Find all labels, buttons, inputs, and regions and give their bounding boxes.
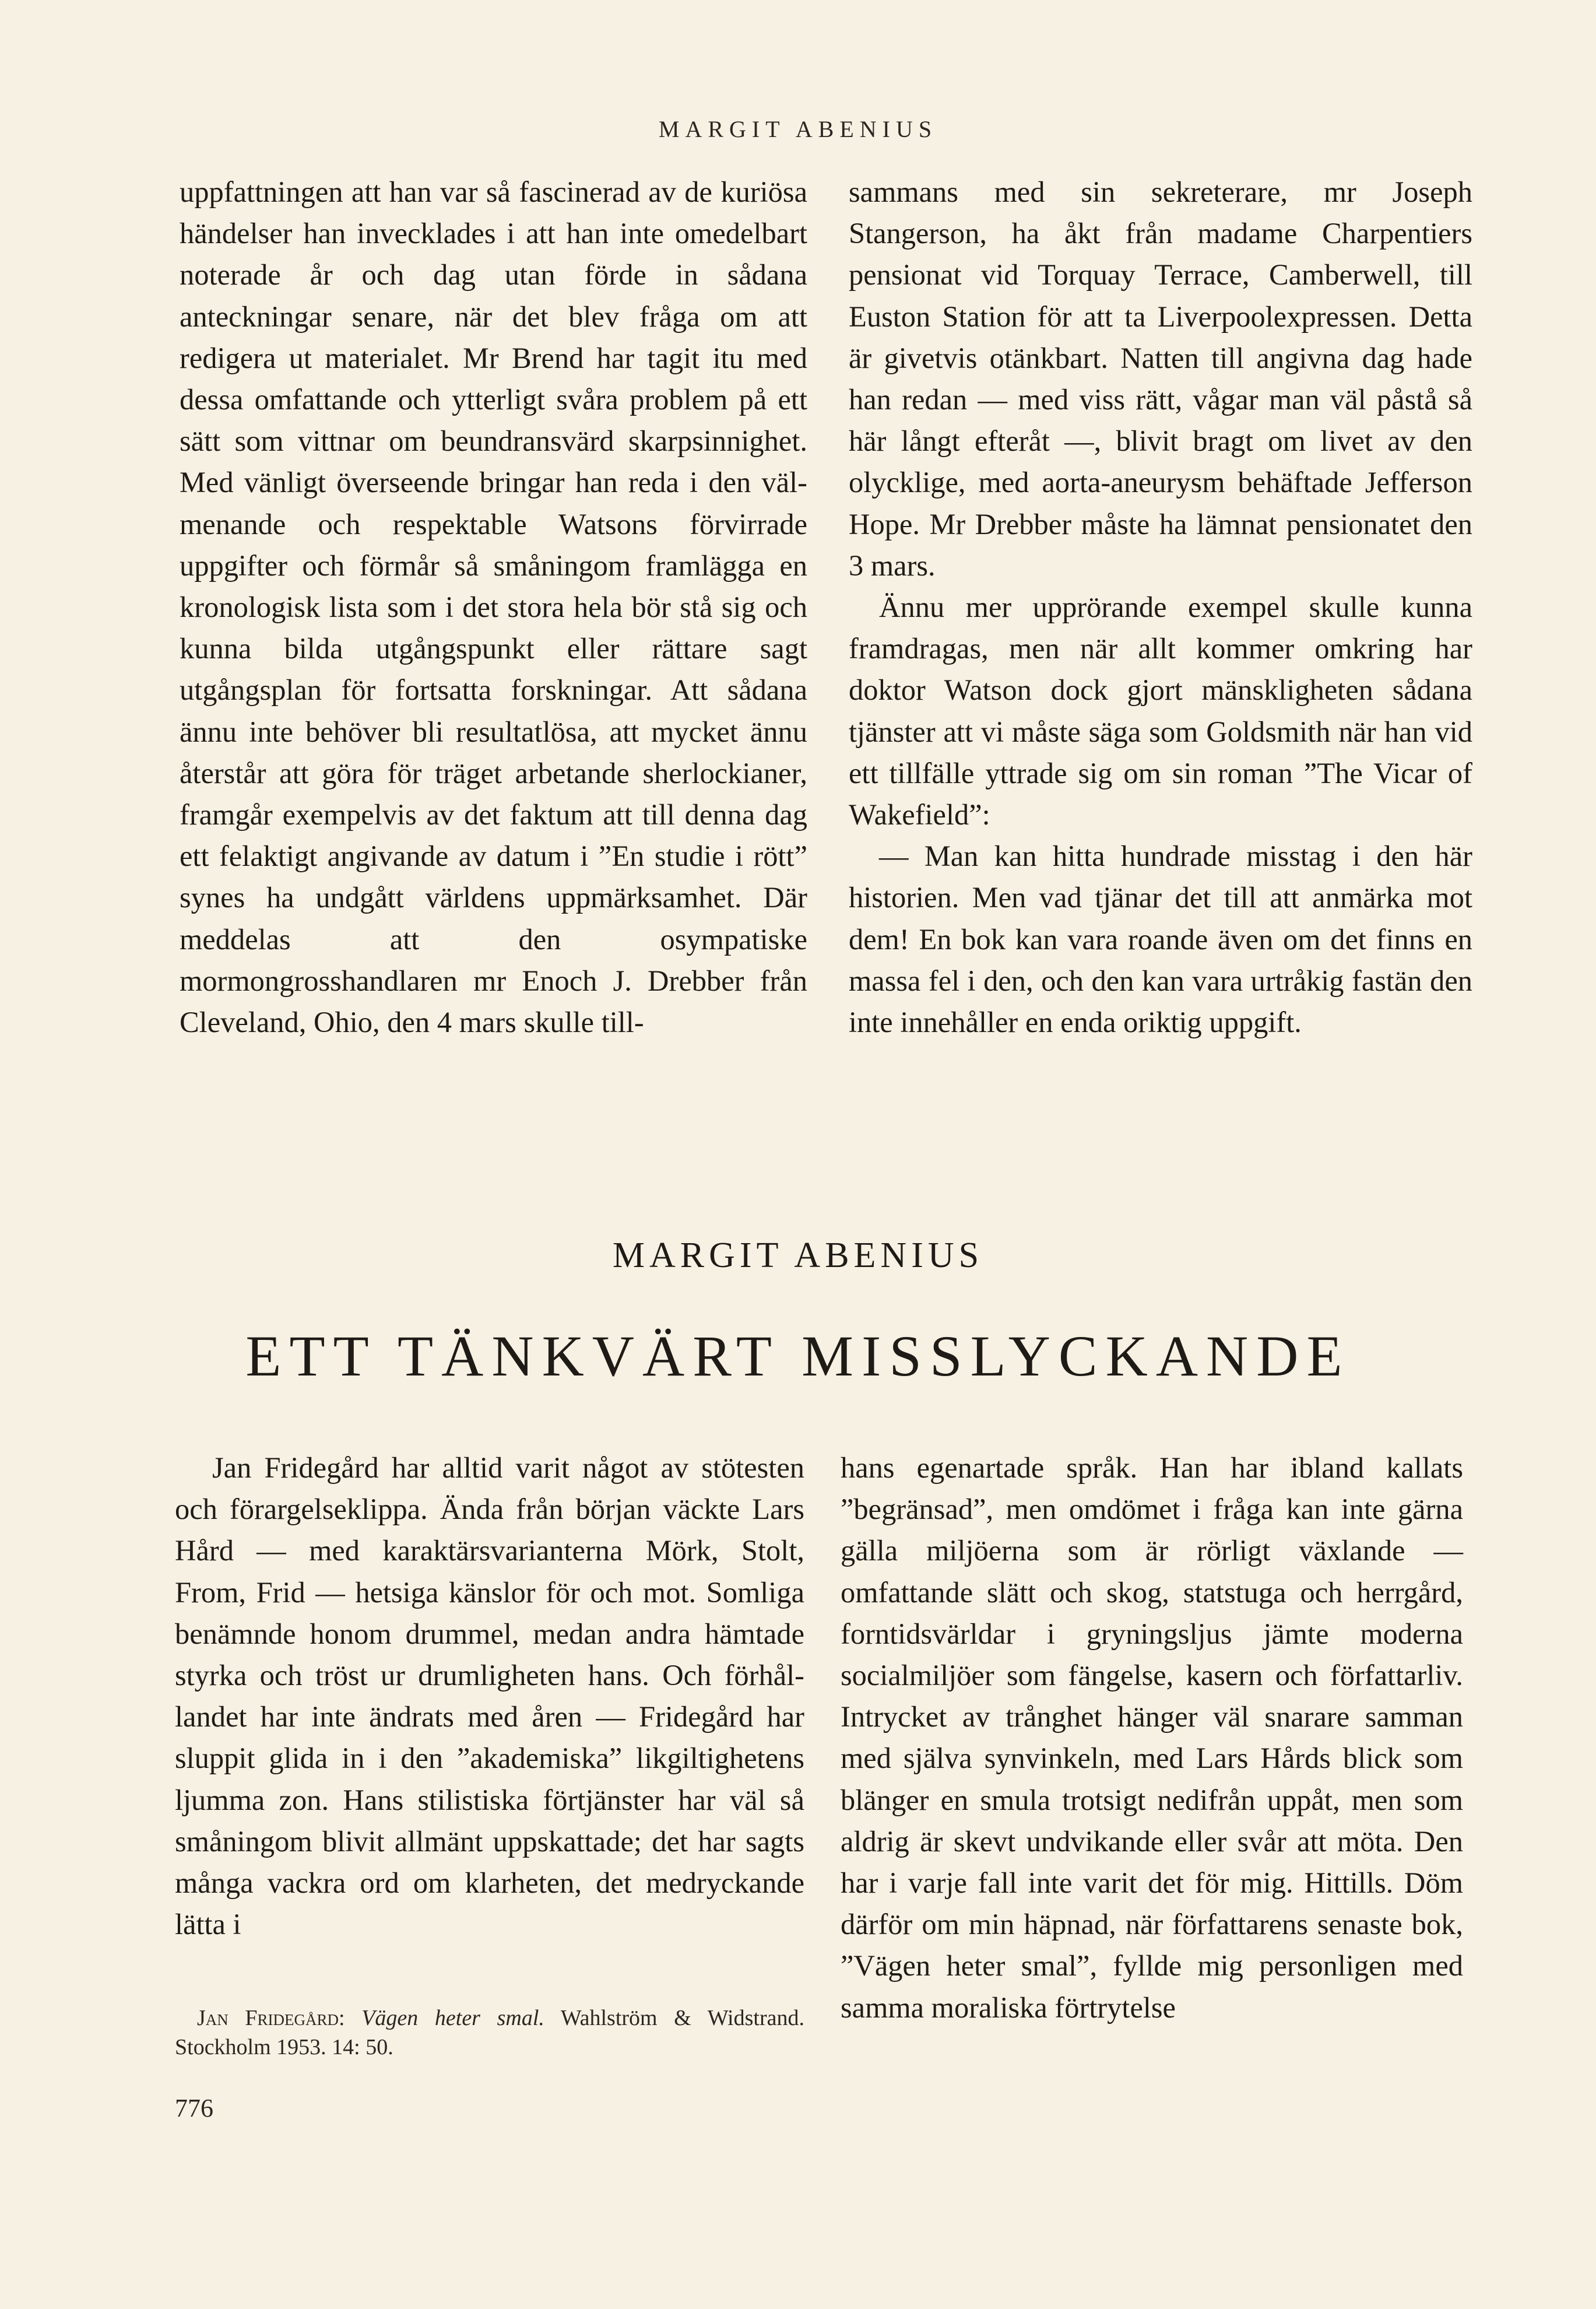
top-left-column: [180, 171, 807, 1043]
bottom-left-column: [175, 1447, 804, 1945]
top-right-column: [849, 171, 1472, 1043]
footnote-publisher: Wahlström & Widstrand. Stockholm 1953. 14: 50.: [175, 2006, 804, 2059]
page-number: 776: [175, 2094, 213, 2122]
bottom-left-paragraph-1: Jan Fridegård har alltid varit något av stötesten och förargelseklippa. Ända från början väckte Lars Hård — med karaktärsvarianterna Mörk, Stolt, From, Frid — hetsiga känslor för och mot. Somliga benämnde honom drummel, medan andra hämtade styrka och tröst ur drumligheten hans. Och förhållandet har inte ändrats med åren — Fridegård har sluppit glida in i den ”akademiska” likgiltighetens ljumma zon. Hans stilistiska förtjänster har väl så småningom blivit allmänt uppskattade; det har sagts många vackra ord om klarheten, det medryckande lätta i: [175, 1451, 804, 1941]
running-head: MARGIT ABENIUS: [658, 116, 938, 142]
footnote: Jan Fridegård: Vägen heter smal. Wahlström & Widstrand. Stockholm 1953. 14: 50.: [175, 2006, 804, 2059]
bottom-right-column: [841, 1447, 1463, 2029]
top-right-paragraph-1: sammans med sin sekreterare, mr Joseph Stangerson, ha åkt från madame Charpentiers pensionat vid Torquay Terrace, Camberwell, till Euston Station för att ta Liverpoolexpressen. Detta är givetvis otänkbart. Natten till angivna dag hade han redan — med viss rätt, vågar man väl påstå så här långt efteråt —, blivit bragt om livet av den olycklige, med aorta-aneurysm behäftade Jefferson Hope. Mr Drebber måste ha lämnat pensionatet den 3 mars.: [849, 176, 1472, 582]
top-left-paragraph-1: uppfattningen att han var så fascinerad av de kuriösa händelser han invecklades i att han inte omedelbart noterade år och dag utan förde in sådana anteckningar senare, när det blev fråga om att redigera ut materialet. Mr Brend har tagit itu med dessa omfattande och ytterligt svåra problem på ett sätt som vittnar om beundransvärd skarpsinnighet. Med vänligt överseende bringar han reda i den välmenande och respektable Watsons förvirrade uppgifter och förmår så småningom framlägga en kronologisk lista som i det stora hela bör stå sig och kunna bilda utgångspunkt eller rättare sagt utgångsplan för fortsatta forskningar. Att sådana ännu inte behöver bli resultatlösa, att mycket ännu återstår att göra för träget arbetande sherlockianer, framgår exempelvis av det faktum att till denna dag ett felaktigt angivande av datum i ”En studie i rött” synes ha undgått världens uppmärksamhet. Där meddelas att den osympatiske mormongrosshandlaren mr Enoch J. Drebber från Cleveland, Ohio, den 4 mars skulle till-: [180, 176, 807, 1039]
article-title: ETT TÄNKVÄRT MISSLYCKANDE: [245, 1324, 1351, 1388]
footnote-book-title: Vägen heter smal.: [361, 2006, 544, 2030]
top-right-paragraph-3: — Man kan hitta hundrade misstag i den här historien. Men vad tjänar det till att anmärka mot dem! En bok kan vara roande även om det finns en massa fel i den, och den kan vara urtråkig fastän den inte innehåller en enda oriktig uppgift.: [849, 840, 1472, 1039]
footnote-author: Jan Fridegård: [197, 2006, 339, 2030]
top-right-paragraph-2: Ännu mer upprörande exempel skulle kunna framdragas, men när allt kommer omkring har doktor Watson dock gjort mänskligheten sådana tjänster att vi måste säga som Goldsmith när han vid ett tillfälle yttrade sig om sin roman ”The Vicar of Wakefield”:: [849, 591, 1472, 831]
bottom-right-paragraph-1: hans egenartade språk. Han har ibland kallats ”begränsad”, men omdömet i fråga kan inte gärna gälla miljöerna som är rörligt växlande — omfattande slätt och skog, statstuga och herrgård, forntidsvärldar i gryningsljus jämte moderna socialmiljöer som fängelse, kasern och författarliv. Intrycket av trånghet hänger väl snarare samman med själva synvinkeln, med Lars Hårds blick som blänger en smula trotsigt nedifrån uppåt, men som aldrig är skevt undvikande eller svår att möta. Den har i varje fall inte varit det för mig. Hittills. Döm därför om min häpnad, när författarens senaste bok, ”Vägen heter smal”, fyllde mig personligen med samma moraliska förtrytelse: [841, 1451, 1463, 2024]
article-author: MARGIT ABENIUS: [612, 1236, 984, 1275]
